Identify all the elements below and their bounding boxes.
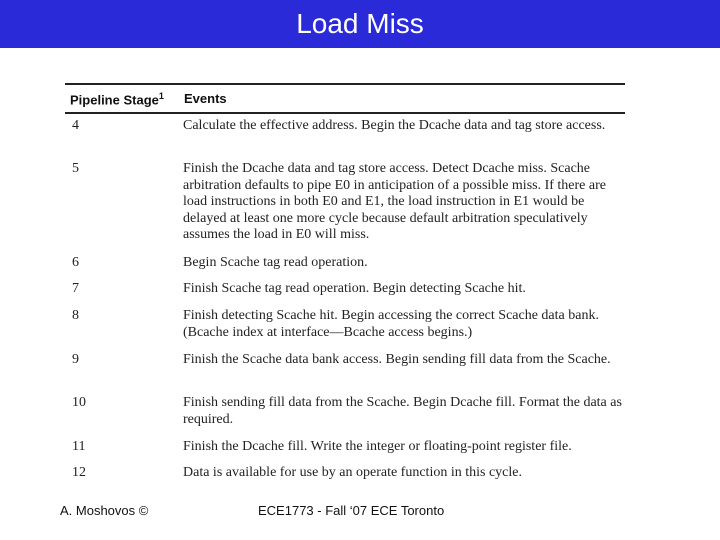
header-pipeline-stage: Pipeline Stage$^1$	[70, 91, 164, 108]
slide-title-bar	[0, 0, 720, 48]
stage-cell: 12	[72, 465, 86, 480]
event-cell: Data is available for use by an operate function in this cycle.	[183, 465, 522, 480]
stage-cell: 8	[72, 308, 79, 323]
footer-author: A. Moshovos ©	[60, 503, 149, 518]
event-cell: Calculate the effective address. Begin the Dcache data and tag store access.	[183, 118, 606, 133]
header-events: Events	[184, 91, 227, 106]
event-cell: Finish the Dcache data and tag store access. Detect Dcache miss. Scache arbitration defaults to pipe E0 in anticipation of a possible miss. If there are load instructions in both E0 and E1, the load instruction in E1 would be delayed at least one more cycle because default arbitration speculatively assumes the load in E0 will miss.	[183, 161, 606, 242]
table-header-rule	[65, 112, 625, 114]
event-cell: Finish Scache tag read operation. Begin detecting Scache hit.	[183, 281, 526, 296]
slide-title: Load Miss	[296, 8, 424, 39]
stage-cell: 11	[72, 439, 86, 454]
event-cell: Finish the Dcache fill. Write the integer or floating-point register file.	[183, 439, 572, 454]
stage-cell: 5	[72, 161, 79, 176]
table-top-rule	[65, 83, 625, 85]
stage-cell: 9	[72, 352, 79, 367]
stage-cell: 4	[72, 118, 79, 133]
event-cell: Finish sending fill data from the Scache. Begin Dcache fill. Format the data as required.	[183, 395, 622, 427]
event-cell: Begin Scache tag read operation.	[183, 255, 368, 270]
stage-cell: 10	[72, 395, 86, 410]
stage-cell: 7	[72, 281, 79, 296]
footer-course: ECE1773 - Fall ‘07 ECE Toronto	[258, 503, 445, 518]
event-cell: Finish detecting Scache hit. Begin accessing the correct Scache data bank. (Bcache index at interface—Bcache access begins.)	[183, 308, 599, 340]
event-cell: Finish the Scache data bank access. Begin sending fill data from the Scache.	[183, 352, 611, 367]
header-footnote-mark: 1	[158, 91, 164, 101]
stage-cell: 6	[72, 255, 79, 270]
